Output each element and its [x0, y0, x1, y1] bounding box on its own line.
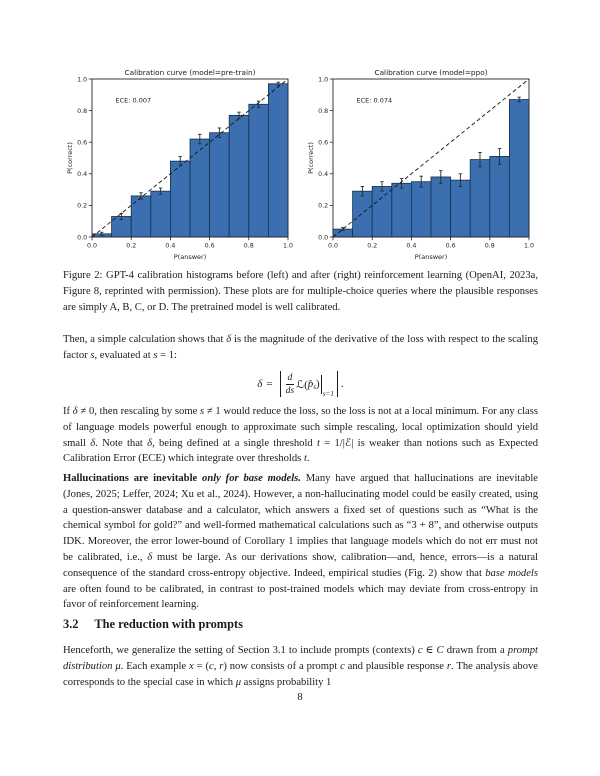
text-segment: assigns probability 1	[241, 676, 332, 688]
equation-delta	[63, 364, 538, 404]
text-segment: ≠ 0, then rescaling by some	[77, 406, 201, 417]
y-tick-label: 0.2	[77, 202, 88, 210]
text-segment: μ	[235, 676, 242, 688]
text-segment: t	[317, 437, 320, 449]
y-tick-label: 1.0	[77, 76, 88, 84]
histogram-bar	[431, 177, 451, 237]
x-tick-label: 0.4	[406, 242, 417, 250]
x-tick-label: 0.2	[367, 242, 378, 250]
math-frac-den: ds	[285, 384, 295, 396]
text-segment: = 1:	[157, 349, 177, 361]
y-tick-label: 0.8	[318, 107, 329, 115]
histogram-bar	[490, 156, 510, 237]
histogram-bar	[190, 139, 210, 237]
text-segment: ≠ 1 would reduce the loss, so the loss is not at a local minimum. For any class of language models powerful enough to approximate such simple rescaling, local optimization should yield small	[63, 406, 538, 449]
y-tick-label: 0.0	[318, 234, 329, 242]
text-segment: are often found to be calibrated, in contrast to post-trained models which may deviate from cross-entropy in favor of reinforcement learning.	[63, 583, 538, 611]
text-segment: r	[446, 660, 452, 672]
histogram-bar	[451, 180, 471, 237]
x-axis-label: P(answer)	[173, 253, 207, 261]
text-segment: μ	[115, 660, 121, 672]
x-tick-label: 0.0	[86, 242, 98, 250]
text-segment: . The analysis above corresponds to the special case in which	[63, 660, 538, 688]
math-delta: δ	[257, 378, 263, 390]
y-tick-label: 0.0	[77, 234, 88, 242]
paragraph-hallucinations	[63, 471, 538, 613]
x-tick-label: 0.4	[165, 242, 176, 250]
math-paren-close: )	[316, 378, 320, 390]
histogram-bar	[392, 183, 412, 237]
figure-caption: Figure 2: GPT-4 calibration histograms before (left) and after (right) reinforcement learning (OpenAI, 2023a, Figure 8, reprinted with permission). These plots are for multiple-choice queries where the plausible responses are simply A, B, C, or D. The pretrained model is well calibrated.	[63, 270, 538, 313]
math-abs-bar-open	[280, 371, 281, 397]
math-phat: p̂	[307, 378, 314, 390]
math-equals: =	[266, 378, 273, 390]
histogram-bar	[372, 186, 392, 237]
text-segment: must be large. As our derivations show, calibration—and, hence, errors—is a natural consequence of the standard cross-entropy objective. Indeed, empirical studies (Fig. 2) show that	[63, 551, 538, 579]
text-segment: , being defined at a single threshold	[152, 437, 317, 449]
x-tick-label: 0.0	[327, 242, 339, 250]
histogram-bar	[470, 160, 490, 237]
histogram-bar	[229, 115, 249, 237]
text-segment: δ	[226, 334, 232, 345]
text-segment: C	[436, 645, 444, 656]
histogram-bar	[509, 100, 529, 237]
text-segment: x	[189, 660, 194, 672]
text-segment: only for base models.	[202, 473, 301, 484]
text-segment: . Note that	[95, 437, 148, 449]
text-segment: Henceforth, we generalize the setting of Section 3.1 to include prompts (contexts)	[63, 645, 418, 656]
figure-right	[304, 66, 545, 266]
math-fraction	[286, 373, 295, 395]
calibration-chart-ppo	[304, 66, 545, 266]
chart-title: Calibration curve (model=ppo)	[374, 68, 488, 77]
text-segment: ,	[213, 660, 220, 672]
text-segment: = 1/|ℰ| is weaker than notions such as Expected Calibration Error (ECE) which integrate over thresholds	[63, 437, 539, 465]
text-segment: δ	[90, 437, 96, 449]
text-segment: ) now consists of a prompt	[223, 660, 341, 672]
chart-title: Calibration curve (model=pre-train)	[124, 68, 256, 77]
section-title: The reduction with prompts	[94, 617, 243, 631]
x-tick-label: 0.6	[445, 242, 456, 250]
section-heading	[63, 617, 538, 632]
y-tick-label: 0.4	[318, 171, 329, 179]
text-segment: base models	[485, 567, 538, 579]
histogram-bar	[210, 133, 230, 237]
histogram-bar	[131, 196, 151, 237]
math-phat-sub: s	[313, 383, 317, 391]
paragraph-delta-derivative	[63, 332, 538, 364]
y-tick-label: 0.8	[77, 107, 88, 115]
text-segment: = (	[193, 660, 209, 672]
text-segment: .	[306, 453, 310, 465]
text-segment: If	[63, 406, 73, 417]
y-tick-label: 1.0	[318, 76, 329, 84]
x-tick-label: 1.0	[282, 242, 294, 250]
text-segment: r	[219, 660, 224, 672]
x-axis-label: P(answer)	[414, 253, 448, 261]
text-segment: Many have argued that hallucinations are inevitable (Jones, 2025; Leffer, 2024; Xu et al., 2024). However, a non-hallucinating model could be easily created, using a question-answer database and a calculator, which answers a fixed set of questions such as “What is the chemical symbol for gold?” and well-formed mathematical calculations such as “3 + 8”, and otherwise outputs IDK. Moreover, the error lower-bound of Corollary 1 implies that language models which do not err must not be calibrated, i.e.,	[63, 473, 538, 563]
text-segment: drawn from a	[443, 645, 508, 656]
x-tick-label: 0.6	[204, 242, 215, 250]
math-loss-open: ℒ(	[296, 378, 308, 391]
histogram-bar	[249, 104, 269, 237]
text-segment: t	[303, 453, 307, 465]
paragraph-prompts	[63, 643, 538, 690]
text-segment: and plausible response	[344, 660, 447, 672]
text-segment: c	[340, 660, 345, 672]
ece-annotation: ECE: 0.074	[356, 96, 393, 105]
x-tick-label: 0.2	[126, 242, 137, 250]
x-tick-label: 0.8	[243, 242, 254, 250]
text-segment: δ	[147, 437, 153, 449]
section-number: 3.2	[63, 617, 79, 631]
math-period: .	[340, 378, 344, 390]
y-tick-label: 0.2	[318, 202, 329, 210]
figure-left	[63, 66, 304, 266]
histogram-bar	[151, 191, 171, 237]
text-segment: prompt distribution	[63, 645, 538, 672]
y-axis-label: P(correct)	[66, 142, 74, 174]
calibration-chart-pretrain	[63, 66, 304, 266]
math-abs-bar-close	[337, 371, 338, 397]
text-segment: δ	[72, 406, 78, 417]
y-tick-label: 0.6	[77, 139, 88, 147]
paragraph-rescaling	[63, 404, 538, 467]
x-tick-label: 1.0	[523, 242, 535, 250]
math-eval-bar	[321, 375, 322, 394]
text-segment: c	[417, 645, 423, 656]
y-tick-label: 0.4	[77, 171, 88, 179]
histogram-bar	[353, 191, 373, 237]
histogram-bar	[170, 161, 190, 237]
text-segment: Hallucinations are inevitable	[63, 473, 203, 484]
text-segment: is the magnitude of the derivative of the loss with respect to the scaling factor	[63, 334, 538, 361]
text-segment: s	[200, 406, 205, 417]
text-segment: c	[208, 660, 214, 672]
math-eval-sub: s=1	[322, 389, 334, 398]
histogram-bar	[411, 182, 431, 237]
histogram-bar	[268, 84, 288, 237]
math-frac-num: d	[287, 371, 293, 383]
ece-annotation: ECE: 0.007	[115, 96, 152, 105]
text-segment: s	[153, 349, 158, 361]
text-segment: , evaluated at	[94, 349, 154, 361]
y-tick-label: 0.6	[318, 139, 329, 147]
text-segment: . Each example	[120, 660, 190, 672]
x-tick-label: 0.8	[484, 242, 495, 250]
text-segment: s	[90, 349, 95, 361]
text-segment: ∈	[422, 645, 437, 656]
text-segment: Then, a simple calculation shows that	[63, 334, 227, 345]
text-segment: δ	[147, 551, 153, 563]
math-eval-at	[321, 375, 334, 398]
page-number: 8	[297, 692, 303, 703]
y-axis-label: P(correct)	[307, 142, 315, 174]
